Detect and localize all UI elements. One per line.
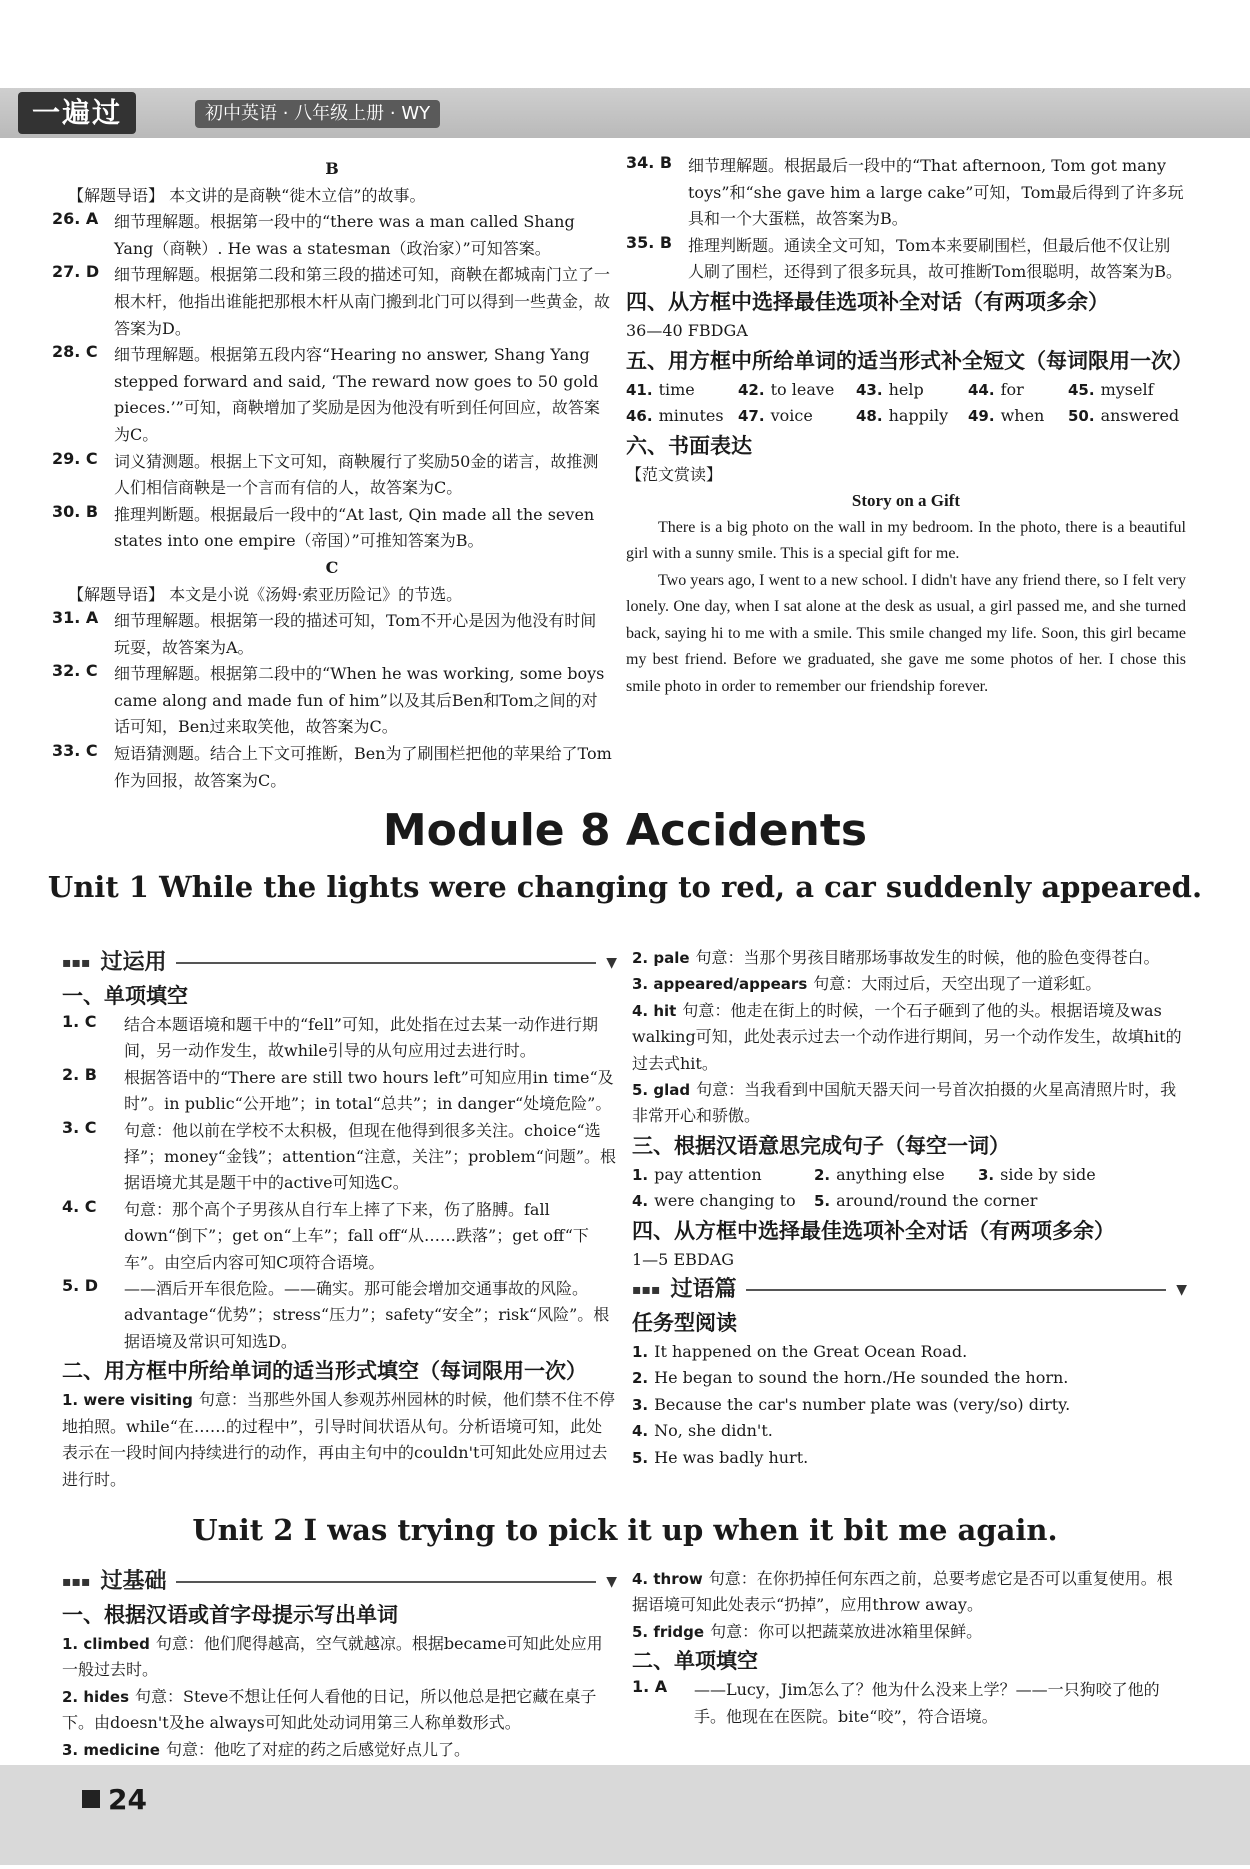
answer-item (52, 449, 612, 502)
answer-item: 4. throw 句意：在你扔掉任何东西之前，总要考虑它是否可以重复使用。根据语境可知此处表示“扔掉”，应用throw away。 (632, 1569, 1173, 1615)
word-answer: 43. help (856, 379, 924, 399)
word-row (626, 403, 1186, 430)
answer-text: 细节理解题。根据第五段内容“Hearing no answer, Shang Yang stepped forward and said, ‘The reward now goes to 50 gold pieces.’”可知，商鞅增加了奖励是因为他没有听到任何回应，故答案为C。 (114, 345, 600, 444)
answer-number: 4. C (62, 1196, 97, 1216)
answer-text: 细节理解题。根据第二段和第三段的描述可知，商鞅在都城南门立了一根木杆，他指出谁能把那根木杆从南门搬到北门可以得到一些黄金，故答案为D。 (114, 265, 611, 338)
guide-b: 【解题导语】 本文讲的是商鞅“徙木立信”的故事。 (68, 185, 426, 205)
answer-item (52, 342, 612, 448)
top-left-column (52, 156, 612, 794)
unit2-title: Unit 2 I was trying to pick it up when it bit me again. (192, 1513, 1058, 1547)
answer-text: 细节理解题。根据最后一段中的“That afternoon, Tom got many toys”和“she gave him a large cake”可知，Tom最后得到了许多玩具和一个大蛋糕，故答案为B。 (688, 156, 1184, 229)
answer-text: 细节理解题。根据第二段中的“When he was working, some boys came along and made fun of him”以及其后Ben和Tom之间的对话可知，Ben过来取笑他，故答案为C。 (114, 664, 605, 737)
section-heading: 六、书面表达 (626, 433, 752, 458)
essay-title: Story on a Gift (851, 491, 961, 511)
chevron-down-icon: ▼ (606, 955, 617, 971)
word-answer: 45. myself (1068, 379, 1154, 399)
answer-item (626, 153, 1186, 233)
answer-item: 5. glad 句意：当我看到中国航天器天问一号首次拍摄的火星高清照片时，我非常开心和骄傲。 (632, 1080, 1177, 1126)
answer-number: 32. C (52, 661, 98, 681)
answer-text: 结合本题语境和题干中的“fell”可知，此处指在过去某一动作进行期间，另一动作发生，故while引导的从句应用过去进行时。 (124, 1015, 598, 1061)
answer-number: 29. C (52, 448, 98, 468)
answer-number: 31. A (52, 608, 99, 628)
word-answer: 48. happily (856, 406, 949, 426)
section-heading: 二、单项填空 (632, 1649, 758, 1674)
answer-number: 1. were visiting (62, 1391, 193, 1410)
phrase-answer: 4. were changing to (632, 1191, 796, 1211)
unit1-right-column (632, 945, 1187, 1471)
answer-text: 推理判断题。根据最后一段中的“At last, Qin made all the seven states into one empire（帝国）”可推知答案为B。 (114, 504, 595, 551)
answer-item: 5. fridge 句意：你可以把蔬菜放进冰箱里保鲜。 (632, 1621, 983, 1641)
answer-number: 2. B (62, 1064, 97, 1084)
answer-text: 根据答语中的“There are still two hours left”可知应用in time“及时”。in public“公开地”；in total“总共”；in danger“处境危险”。 (124, 1067, 614, 1114)
answer-text: 推理判断题。通读全文可知，Tom本来要刷围栏，但最后他不仅让别人刷了围栏，还得到了很多玩具，故可推断Tom很聪明，故答案为B。 (688, 235, 1182, 282)
answer-number: 27. D (52, 262, 100, 282)
answer-text: 短语猜测题。结合上下文可推断，Ben为了刷围栏把他的苹果给了Tom作为回报，故答案为C。 (114, 744, 612, 790)
section-heading: 五、用方框中所给单词的适当形式补全短文（每词限用一次） (626, 348, 1193, 373)
answer-text: 句意：他以前在学校不太积极，但现在他得到很多关注。choice“选择”；money“金钱”；attention“注意，关注”；problem“问题”。根据语境尤其是题干中的active可知选C。 (124, 1120, 617, 1193)
answer-item: 1. climbed 句意：他们爬得越高，空气就越凉。根据became可知此处应用一般过去时。 (62, 1634, 603, 1680)
word-row (626, 377, 1186, 404)
unit2-right-column (632, 1566, 1187, 1730)
section-heading: 三、根据汉语意思完成句子（每空一词） (632, 1133, 1010, 1158)
answer-number: 5. D (62, 1276, 99, 1296)
word-answer: 44. for (968, 379, 1024, 399)
phrase-answer: 2. anything else (814, 1164, 945, 1184)
phrase-answer: 3. side by side (978, 1164, 1096, 1184)
unit1-title: Unit 1 While the lights were changing to red, a car suddenly appeared. (47, 870, 1203, 904)
task-item: 2. He began to sound the horn./He sounded the horn. (632, 1368, 1069, 1388)
answer-text: 句意：当那些外国人参观苏州园林的时候，他们禁不住不停地拍照。while“在……的过程中”，引导时间状语从句。分析语境可知，此处表示在一段时间内持续进行的动作，再由主句中的couldn't可知此处应用过去进行时。 (62, 1390, 615, 1489)
sample-label: 【范文赏读】 (626, 464, 723, 484)
answer-item (52, 502, 612, 555)
essay-paragraph: Two years ago, I went to a new school. I didn't have any friend there, so I felt very lonely. One day, when I sat alone at the desk as usual, a girl passed me, and she turned back, saying hi to me with a smile. This smile changed my life. Soon, this girl became my best friend. Before we graduated, she gave me some photos of her. I chose this smile photo in order to remember our friendship forever. (626, 571, 1186, 695)
task-item: 1. It happened on the Great Ocean Road. (632, 1342, 968, 1362)
answer-number: 34. B (626, 153, 673, 172)
word-answer: 49. when (968, 406, 1045, 426)
items-c (52, 608, 612, 794)
unit2-left-column (62, 1565, 617, 1763)
answer-36-40: 36—40 FBDGA (626, 320, 748, 340)
answer-text: ——Lucy，Jim怎么了？他为什么没来上学？——一只狗咬了他的手。他现在在医院。bite“咬”，符合语境。 (694, 1680, 1160, 1726)
answer-item: 4. hit 句意：他走在街上的时候，一个石子砸到了他的头。根据语境及was walking可知，此处表示过去一个动作进行期间，另一个动作发生，故填hit的过去式hit。 (632, 1000, 1182, 1073)
task-item: 4. No, she didn't. (632, 1421, 773, 1441)
answer-number: 3. C (62, 1117, 97, 1137)
answer-text: 细节理解题。根据第一段的描述可知，Tom不开心是因为他没有时间玩耍，故答案为A。 (114, 611, 597, 657)
task-item: 3. Because the car's number plate was (very/so) dirty. (632, 1394, 1071, 1414)
bars-icon: ▪▪▪ (62, 955, 91, 971)
section-heading: 一、根据汉语或首字母提示写出单词 (62, 1603, 398, 1627)
answer-item (632, 1677, 1187, 1730)
page-number: 24 (108, 1783, 147, 1816)
word-answer: 50. answered (1068, 406, 1180, 426)
section-b-label: B (325, 159, 339, 178)
footer-band (0, 1765, 1250, 1865)
task-item: 5. He was badly hurt. (632, 1447, 809, 1467)
book-subtitle: 初中英语 · 八年级上册 · WY (195, 100, 440, 128)
block-title: ▪▪▪ 过语篇 ▼ (632, 1273, 1187, 1307)
answer-item: 3. medicine 句意：他吃了对症的药之后感觉好点儿了。 (62, 1739, 470, 1759)
section-c-label: C (325, 557, 339, 577)
section-heading: 四、从方框中选择最佳选项补全对话（有两项多余） (626, 289, 1109, 314)
block-title: ▪▪▪ 过运用 ▼ (62, 946, 617, 980)
essay-paragraph: There is a big photo on the wall in my bedroom. In the photo, there is a beautiful girl with a sunny smile. This is a special gift for me. (626, 518, 1186, 563)
answer-item (52, 262, 612, 342)
answer-item (52, 608, 612, 661)
guide-c: 【解题导语】 本文是小说《汤姆·索亚历险记》的节选。 (68, 584, 463, 604)
bars-icon: ▪▪▪ (632, 1282, 661, 1299)
phrase-row (632, 1162, 1187, 1188)
answer-item (52, 209, 612, 262)
answer-number: 33. C (52, 741, 98, 761)
answer-item (62, 1276, 617, 1355)
answer-item: 2. hides 句意：Steve不想让任何人看他的日记，所以他总是把它藏在桌子下。由doesn't及he always可知此处动词用第三人称单数形式。 (62, 1686, 597, 1733)
section-heading: 四、从方框中选择最佳选项补全对话（有两项多余） (632, 1218, 1115, 1243)
top-right-column (626, 153, 1193, 700)
word-answer: 46. minutes (626, 406, 724, 426)
answer-1-5: 1—5 EBDAG (632, 1249, 735, 1269)
answer-item: 3. appeared/appears 句意：大雨过后，天空出现了一道彩虹。 (632, 974, 1102, 994)
word-answer: 41. time (626, 379, 695, 399)
answer-item (62, 1197, 617, 1276)
block-title: ▪▪▪ 过基础 ▼ (62, 1565, 617, 1599)
answer-item: 2. pale 句意：当那个男孩目睹那场事故发生的时候，他的脸色变得苍白。 (632, 948, 1160, 967)
answer-item (62, 1012, 617, 1065)
page-square-icon (82, 1790, 100, 1808)
phrase-answer: 1. pay attention (632, 1164, 762, 1184)
answer-text: 句意：那个高个子男孩从自行车上摔了下来，伤了胳膊。fall down“倒下”；get on“上车”；fall off“从……跌落”；get off“下车”。由空后内容可知C项符合语境。 (124, 1199, 589, 1272)
chevron-down-icon: ▼ (1176, 1282, 1187, 1299)
section-heading: 二、用方框中所给单词的适当形式填空（每词限用一次） (62, 1359, 587, 1384)
section-heading: 一、单项填空 (62, 984, 188, 1008)
series-logo: 一遍过 (18, 92, 136, 134)
answer-number: 35. B (626, 232, 673, 252)
answer-item (62, 1387, 617, 1493)
items-b (52, 209, 612, 555)
section-heading: 任务型阅读 (632, 1311, 737, 1336)
word-answer: 42. to leave (738, 379, 835, 399)
chevron-down-icon: ▼ (606, 1574, 617, 1590)
answer-text: 细节理解题。根据第一段中的“there was a man called Shang Yang（商鞅）. He was a statesman（政治家）”可知答案。 (114, 212, 575, 258)
phrase-row (632, 1188, 1187, 1214)
header-band (0, 88, 1250, 138)
phrase-answer: 5. around/round the corner (814, 1191, 1038, 1211)
answer-number: 1. A (632, 1677, 668, 1697)
answer-number: 1. C (62, 1012, 97, 1031)
module-title: Module 8 Accidents (382, 805, 868, 856)
answer-item (62, 1065, 617, 1118)
answer-number: 28. C (52, 342, 98, 362)
answer-item (626, 233, 1186, 286)
answer-item (52, 661, 612, 741)
answer-text: ——酒后开车很危险。——确实。那可能会增加交通事故的风险。advantage“优势”；stress“压力”；safety“安全”；risk“风险”。根据语境及常识可知选D。 (124, 1279, 610, 1351)
answer-item (52, 741, 612, 794)
bars-icon: ▪▪▪ (62, 1574, 91, 1590)
answer-item (62, 1118, 617, 1197)
answer-number: 30. B (52, 501, 99, 521)
unit1-left-column (62, 946, 617, 1493)
answer-number: 26. A (52, 209, 99, 229)
answer-text: 词义猜测题。根据上下文可知，商鞅履行了奖励50金的诺言，故推测人们相信商鞅是一个言而有信的人，故答案为C。 (114, 451, 599, 498)
word-answer: 47. voice (738, 406, 813, 426)
